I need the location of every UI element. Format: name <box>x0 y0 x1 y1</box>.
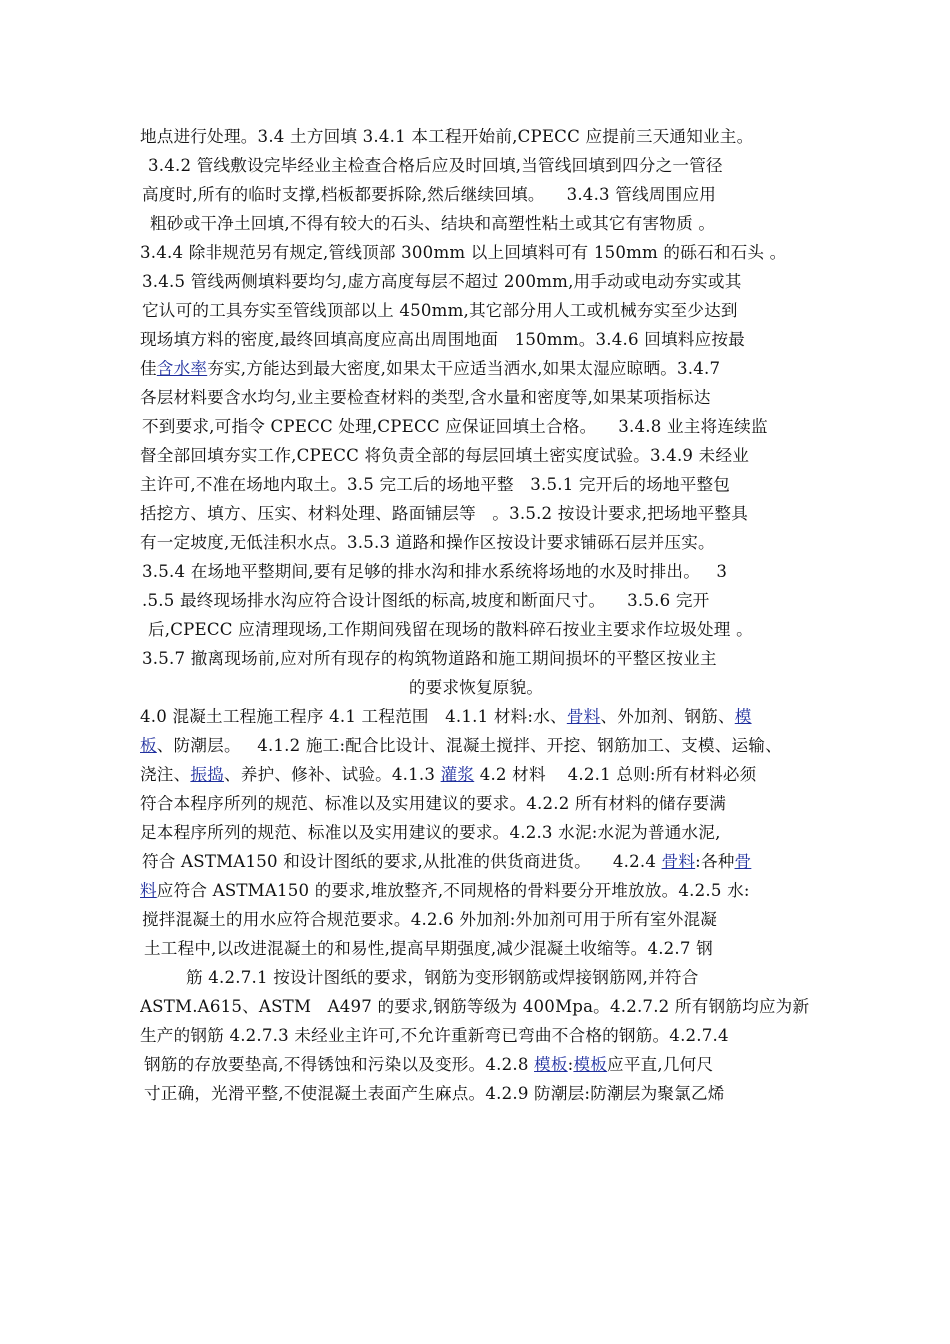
text-line <box>140 644 812 673</box>
glossary-link[interactable]: 振捣 <box>190 765 224 784</box>
text-run: 、养护、修补、试验。4.1.3 <box>223 765 441 784</box>
text-line <box>140 615 812 644</box>
text-line <box>140 238 812 267</box>
text-run: 现场填方料的密度,最终回填高度应高出周围地面 150mm。3.4.6 回填料应按最 <box>140 330 745 349</box>
text-run: 地点进行处理。3.4 土方回填 3.4.1 本工程开始前,CPECC 应提前三天通知业主。 <box>140 127 754 146</box>
text-line <box>140 760 812 789</box>
text-line <box>140 818 812 847</box>
text-line <box>140 789 812 818</box>
text-run: : <box>567 1055 574 1074</box>
glossary-link[interactable]: 骨料 <box>661 852 696 871</box>
text-line <box>140 1021 812 1050</box>
glossary-link[interactable]: 板 <box>140 736 157 755</box>
text-run: 粗砂或干净土回填,不得有较大的石头、结块和高塑性粘土或其它有害物质 。 <box>150 214 716 233</box>
text-line <box>140 731 812 760</box>
text-line <box>140 702 812 731</box>
glossary-link[interactable]: 骨 <box>734 852 752 871</box>
text-run: 夯实,方能达到最大密度,如果太干应适当洒水,如果太湿应晾晒。3.4.7 <box>207 359 721 378</box>
glossary-link[interactable]: 含水率 <box>156 359 208 378</box>
text-line <box>140 673 812 702</box>
text-line <box>140 876 812 905</box>
text-run: 、外加剂、钢筋、 <box>600 707 735 726</box>
text-run: 4.0 混凝土工程施工程序 4.1 工程范围 4.1.1 材料:水、 <box>140 707 567 726</box>
text-line <box>140 122 812 151</box>
text-run: ASTM.A615、ASTM A497 的要求,钢筋等级为 400Mpa。4.2.7.2 所有钢筋均应为新 <box>140 997 810 1016</box>
text-run: 3.4.5 管线两侧填料要均匀,虚方高度每层不超过 200mm,用手动或电动夯实或其 <box>142 272 742 291</box>
text-line <box>140 209 812 238</box>
text-run: 3.5.7 撤离现场前,应对所有现存的构筑物道路和施工期间损坏的平整区按业主 <box>142 649 717 668</box>
text-run: 土工程中,以改进混凝土的和易性,提高早期强度,减少混凝土收缩等。4.2.7 钢 <box>144 939 713 958</box>
text-line <box>140 267 812 296</box>
text-run: 督全部回填夯实工作,CPECC 将负责全部的每层回填土密实度试验。3.4.9 未经业 <box>140 446 750 465</box>
text-line <box>140 934 812 963</box>
text-run: 足本程序所列的规范、标准以及实用建议的要求。4.2.3 水泥:水泥为普通水泥, <box>140 823 721 842</box>
text-run: 应符合 ASTMA150 的要求,堆放整齐,不同规格的骨料要分开堆放放。4.2.5 水: <box>156 881 750 900</box>
text-run: 应平直,几何尺 <box>607 1055 714 1074</box>
text-run: 钢筋的存放要垫高,不得锈蚀和污染以及变形。4.2.8 <box>144 1055 535 1074</box>
text-run: 3.4.2 管线敷设完毕经业主检查合格后应及时回填,当管线回填到四分之一管径 <box>148 156 723 175</box>
glossary-link[interactable]: 灌浆 <box>440 765 475 784</box>
text-line <box>140 151 812 180</box>
text-run: 高度时,所有的临时支撑,档板都要拆除,然后继续回填。 3.4.3 管线周围应用 <box>142 185 717 204</box>
text-line <box>140 412 812 441</box>
text-line <box>140 296 812 325</box>
text-run: 搅拌混凝土的用水应符合规范要求。4.2.6 外加剂:外加剂可用于所有室外混凝 <box>142 910 718 929</box>
text-run: 后,CPECC 应清理现场,工作期间残留在现场的散料碎石按业主要求作垃圾处理 。 <box>148 620 753 639</box>
text-run: :各种 <box>695 852 735 871</box>
text-run: 不到要求,可指令 CPECC 处理,CPECC 应保证回填土合格。 3.4.8 业主将连续监 <box>142 417 768 436</box>
text-run: 的要求恢复原貌。 <box>408 678 544 697</box>
glossary-link[interactable]: 模板 <box>534 1055 568 1074</box>
text-run: 符合本程序所列的规范、标准以及实用建议的要求。4.2.2 所有材料的储存要满 <box>140 794 727 813</box>
text-line <box>140 383 812 412</box>
text-run: 括挖方、填方、压实、材料处理、路面铺层等 。3.5.2 按设计要求,把场地平整具 <box>140 504 748 523</box>
text-run: 筋 4.2.7.1 按设计图纸的要求，钢筋为变形钢筋或焊接钢筋网,并符合 <box>186 968 699 987</box>
text-line <box>140 557 812 586</box>
text-run: 4.2 材料 4.2.1 总则:所有材料必须 <box>474 765 757 784</box>
text-run: 3.5.4 在场地平整期间,要有足够的排水沟和排水系统将场地的水及时排出。 3 <box>142 562 728 581</box>
text-run: 浇注、 <box>140 765 191 784</box>
text-run: 主许可,不准在场地内取土。3.5 完工后的场地平整 3.5.1 完开后的场地平整包 <box>140 475 731 494</box>
glossary-link[interactable]: 模 <box>734 707 752 726</box>
text-line <box>140 963 812 992</box>
text-run: 3.4.4 除非规范另有规定,管线顶部 300mm 以上回填料可有 150mm 的砾石和石头 。 <box>140 243 787 262</box>
glossary-link[interactable]: 料 <box>140 881 157 900</box>
text-run: 佳 <box>140 359 157 378</box>
text-line <box>140 354 812 383</box>
text-run: 它认可的工具夯实至管线顶部以上 450mm,其它部分用人工或机械夯实至少达到 <box>142 301 738 320</box>
text-run: 生产的钢筋 4.2.7.3 未经业主许可,不允许重新弯已弯曲不合格的钢筋。4.2.7.4 <box>140 1026 729 1045</box>
text-line <box>140 441 812 470</box>
text-line <box>140 905 812 934</box>
text-line <box>140 1050 812 1079</box>
text-run: 符合 ASTMA150 和设计图纸的要求,从批准的供货商进货。 4.2.4 <box>142 852 662 871</box>
text-line <box>140 992 812 1021</box>
glossary-link[interactable]: 骨料 <box>566 707 601 726</box>
document-body <box>140 122 812 1108</box>
text-line <box>140 528 812 557</box>
text-run: 有一定坡度,无低洼积水点。3.5.3 道路和操作区按设计要求铺砾石层并压实。 <box>140 533 715 552</box>
text-line <box>140 586 812 615</box>
text-run: 寸正确，光滑平整,不使混凝土表面产生麻点。4.2.9 防潮层:防潮层为聚氯乙烯 <box>144 1084 725 1103</box>
text-line <box>140 1079 812 1108</box>
text-line <box>140 847 812 876</box>
text-line <box>140 470 812 499</box>
text-run: 各层材料要含水均匀,业主要检查材料的类型,含水量和密度等,如果某项指标达 <box>140 388 711 407</box>
text-line <box>140 325 812 354</box>
text-line <box>140 180 812 209</box>
text-run: .5.5 最终现场排水沟应符合设计图纸的标高,坡度和断面尺寸。 3.5.6 完开 <box>142 591 710 610</box>
text-line <box>140 499 812 528</box>
text-run: 、防潮层。 4.1.2 施工:配合比设计、混凝土搅拌、开挖、钢筋加工、支模、运输、 <box>156 736 782 755</box>
glossary-link[interactable]: 模板 <box>573 1055 608 1074</box>
